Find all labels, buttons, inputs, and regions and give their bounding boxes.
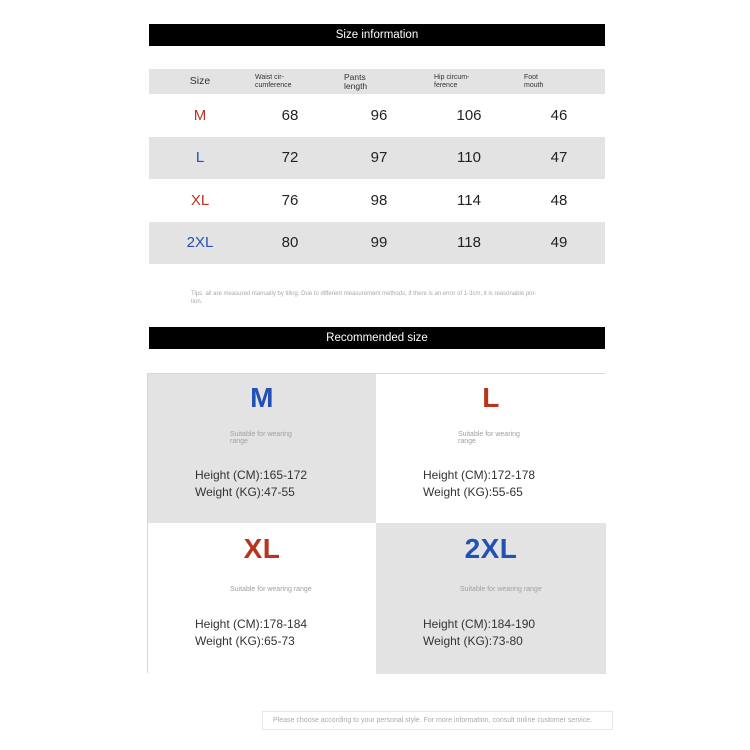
row-length: 97 xyxy=(370,149,388,167)
header-pants-length: Pants length xyxy=(344,72,368,91)
row-size: 2XL xyxy=(186,234,214,252)
card-range-label: Suitable for wearing range xyxy=(460,586,542,593)
recommended-size-title: Recommended size xyxy=(326,332,428,344)
card-height: Height (CM):165-172 xyxy=(195,468,308,482)
row-length: 96 xyxy=(370,106,388,124)
header-hip: Hip circum- ference xyxy=(434,74,470,89)
row-length: 98 xyxy=(370,191,388,209)
size-information-banner xyxy=(149,24,605,46)
header-foot-mouth: Foot mouth xyxy=(524,74,544,89)
card-weight: Weight (KG):65-73 xyxy=(195,634,295,648)
table-row xyxy=(149,179,605,222)
card-size-label: M xyxy=(250,382,274,413)
row-size: XL xyxy=(190,191,210,209)
card-height: Height (CM):184-190 xyxy=(423,617,536,631)
card-weight: Weight (KG):73-80 xyxy=(423,634,523,648)
table-row xyxy=(149,94,605,137)
table-header-row xyxy=(149,69,605,94)
row-waist: 76 xyxy=(281,191,299,209)
card-range-label: Suitable for wearing range xyxy=(230,586,312,593)
card-weight: Weight (KG):55-65 xyxy=(423,485,523,499)
row-hip: 114 xyxy=(457,191,481,209)
row-waist: 80 xyxy=(281,234,299,252)
card-range-label: Suitable for wearing range xyxy=(230,431,292,445)
recommended-size-banner xyxy=(149,327,605,349)
size-card-l xyxy=(376,374,606,523)
size-card-xl xyxy=(148,523,376,674)
table-row xyxy=(149,137,605,180)
size-card-2xl xyxy=(376,523,606,674)
row-foot: 47 xyxy=(550,149,568,167)
size-information-title: Size information xyxy=(335,29,419,41)
card-range-label: Suitable for wearing range xyxy=(458,431,520,445)
footer-note xyxy=(262,711,613,730)
row-hip: 118 xyxy=(457,234,481,252)
row-waist: 72 xyxy=(281,149,299,167)
measurement-tip: Tips: all are measured manually by tiling. Due to different measurement methods, if there is an error of 1-3cm, it is reasonable por- tion. xyxy=(191,291,537,305)
row-length: 99 xyxy=(370,234,388,252)
card-size-label: 2XL xyxy=(464,533,518,564)
row-waist: 68 xyxy=(281,106,299,124)
row-foot: 49 xyxy=(550,234,568,252)
row-foot: 46 xyxy=(550,106,568,124)
table-row xyxy=(149,222,605,265)
card-size-label: XL xyxy=(243,533,281,564)
header-waist: Waist cir- cumference xyxy=(255,74,292,89)
row-foot: 48 xyxy=(550,191,568,209)
row-size: L xyxy=(195,149,205,167)
card-height: Height (CM):178-184 xyxy=(195,617,308,631)
size-table xyxy=(149,69,605,264)
footer-text: Please choose according to your personal style. For more information, consult online customer service. xyxy=(273,717,593,724)
card-size-label: L xyxy=(482,382,500,413)
card-weight: Weight (KG):47-55 xyxy=(195,485,295,499)
row-size: M xyxy=(193,106,207,124)
row-hip: 106 xyxy=(456,106,482,124)
header-size: Size xyxy=(189,74,211,87)
recommended-size-grid xyxy=(147,373,605,673)
size-card-m xyxy=(148,374,376,523)
row-hip: 110 xyxy=(457,149,481,167)
card-height: Height (CM):172-178 xyxy=(423,468,536,482)
